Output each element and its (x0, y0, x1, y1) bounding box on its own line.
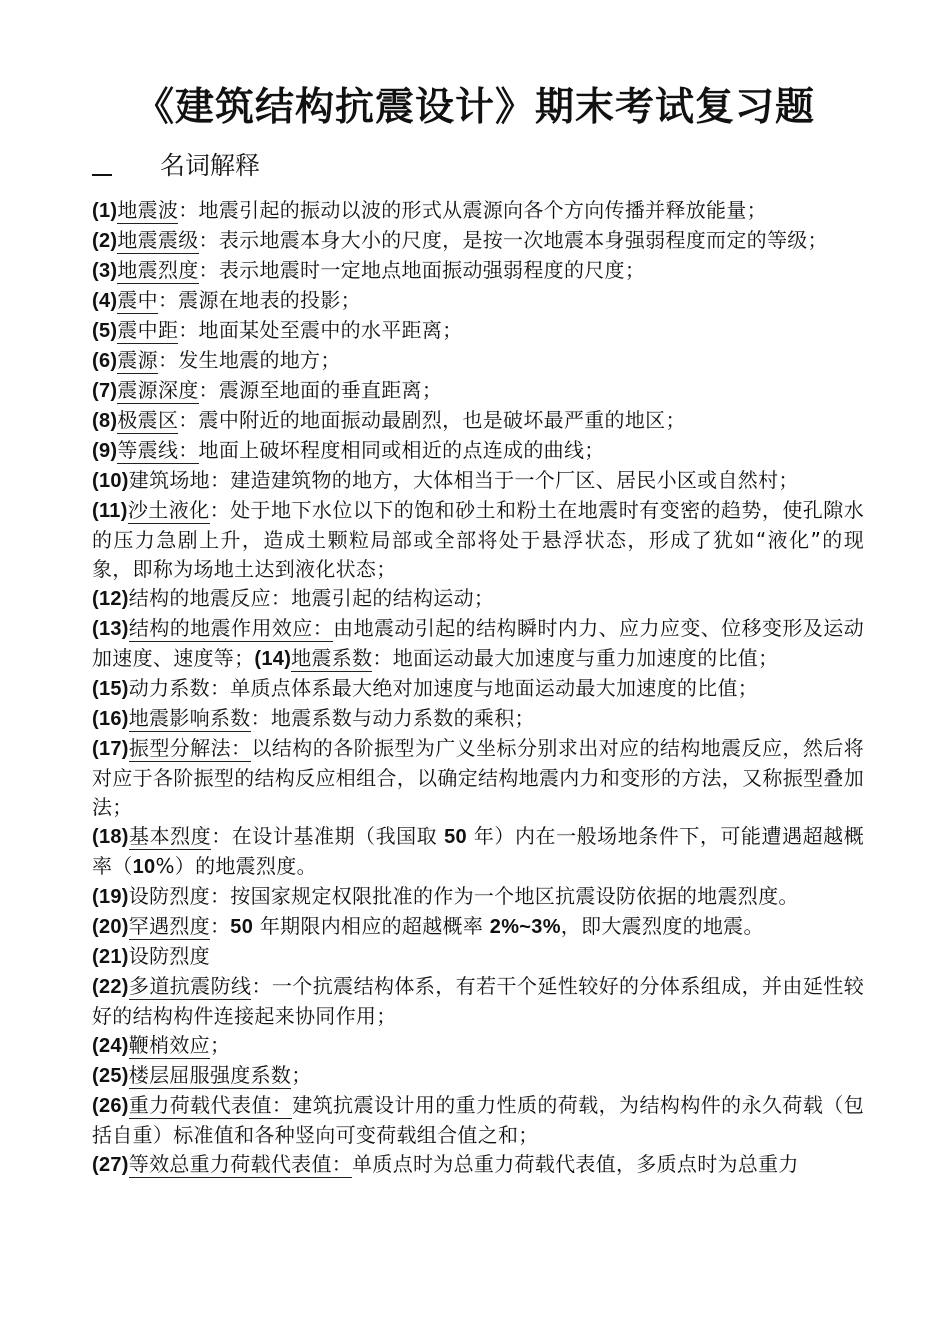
glossary-entry (92, 376, 864, 406)
entry-definition: ：表示地震本身大小的尺度，是按一次地震本身强弱程度而定的等级； (198, 228, 828, 252)
glossary-entry (92, 734, 864, 822)
definition-text: 年期限内相应的超越概率 (253, 914, 490, 938)
definition-number: 50 (444, 826, 467, 848)
definition-text: ： (209, 914, 231, 938)
entry-term: 动力系数 (128, 676, 210, 700)
entry-term: 结构的地震反应 (128, 586, 271, 610)
entry-term: 建筑场地 (128, 468, 210, 492)
section-label: 名词解释 (160, 151, 261, 180)
entry-definition: ：震中附近的地面振动最剧烈，也是破坏最严重的地区； (178, 408, 686, 432)
entry-number: (4) (92, 290, 118, 312)
entry-definition: ：地震引起的结构运动； (270, 586, 495, 610)
entry-term: 设防烈度 (128, 944, 210, 968)
glossary-list (92, 196, 864, 1180)
glossary-entry (92, 942, 864, 972)
entry-number: (14) (254, 648, 292, 670)
entry-term: 极震区 (117, 408, 179, 432)
entry-definition: ； (209, 1033, 231, 1057)
entry-number: (25) (92, 1065, 129, 1087)
entry-definition: ：震源至地面的垂直距离； (198, 378, 443, 402)
definition-number: 50 (230, 916, 254, 938)
document-title: 《建筑结构抗震设计》期末考试复习题 (134, 85, 815, 130)
definition-number: 10 (132, 856, 156, 878)
entry-number: (8) (92, 410, 118, 432)
entry-definition (210, 914, 764, 938)
entry-term: 罕遇烈度 (128, 914, 210, 938)
entry-definition: 以结构的各阶振型为广义坐标分别求出对应的结构地震反应，然后将对应于各阶振型的结构反应相组合，以确定结构地震内力和变形的方法，又称振型叠加法； (92, 736, 865, 819)
entry-number: (7) (92, 380, 118, 402)
glossary-entry (92, 822, 864, 882)
entry-number: (2) (92, 230, 118, 252)
entry-term: 重力荷载代表值： (128, 1093, 293, 1117)
entry-term: 多道抗震防线 (128, 974, 252, 998)
entry-number: (27) (92, 1154, 129, 1176)
entry-term: 地震系数 (291, 646, 373, 670)
entry-number: (3) (92, 260, 118, 282)
entry-term: 地震震级 (117, 228, 199, 252)
glossary-entry (92, 226, 864, 256)
entry-term: 地震影响系数 (128, 706, 251, 730)
entry-number: (9) (92, 440, 118, 462)
entry-definition: ：地震系数与动力系数的乘积； (250, 706, 535, 730)
glossary-entry (92, 286, 864, 316)
glossary-entry (92, 614, 864, 674)
entry-number: (6) (92, 350, 118, 372)
entry-number: (24) (92, 1035, 129, 1057)
entry-number: (11) (92, 500, 128, 522)
entry-term: 地震波 (117, 198, 179, 222)
entry-definition: ：地面运动最大加速度与重力加速度的比值； (372, 646, 779, 670)
glossary-entry (92, 674, 864, 704)
glossary-entry (92, 436, 864, 466)
entry-definition: ：表示地震时一定地点地面振动强弱程度的尺度； (198, 258, 646, 282)
entry-number: (13) (92, 618, 129, 640)
glossary-entry (92, 704, 864, 734)
section-marker (92, 174, 112, 176)
glossary-entry (92, 1150, 864, 1180)
entry-term: 震中距 (117, 318, 179, 342)
glossary-entry (92, 256, 864, 286)
entry-definition: ：地震引起的振动以波的形式从震源向各个方向传播并释放能量； (178, 198, 767, 222)
entry-term: 震源 (117, 348, 158, 372)
definition-text: ：在设计基准期（我国取 (211, 824, 445, 848)
entry-definition: 单质点时为总重力荷载代表值，多质点时为总重力 (352, 1152, 799, 1176)
glossary-entry (92, 316, 864, 346)
definition-text: 年）内在一般场地条件下，可能遭遇超越概率（ (92, 824, 865, 878)
entry-number: (22) (92, 976, 129, 998)
glossary-entry (92, 1091, 864, 1150)
glossary-entry (92, 972, 864, 1031)
entry-term: 设防烈度 (128, 884, 210, 908)
entry-number: (12) (92, 588, 129, 610)
entry-number: (21) (92, 946, 129, 968)
entry-term: 振型分解法： (128, 736, 252, 760)
entry-definition: 由地震动引起的结构瞬时内力、应力应变、位移变形及运动加速度、速度等； (92, 616, 864, 670)
entry-number: (17) (92, 738, 129, 760)
entry-definition: ：一个抗震结构体系，有若干个延性较好的分体系组成，并由延性较好的结构构件连接起来协同作用； (92, 974, 865, 1028)
entry-definition: ：单质点体系最大绝对加速度与地面运动最大加速度的比值； (209, 676, 759, 700)
glossary-entry (92, 912, 864, 942)
entry-term: 楼层屈服强度系数 (128, 1063, 292, 1087)
entry-term: 鞭梢效应 (128, 1033, 210, 1057)
entry-number: (19) (92, 886, 129, 908)
entry-definition: ：按国家规定权限批准的作为一个地区抗震设防依据的地震烈度。 (209, 884, 799, 908)
entry-number: (18) (92, 826, 129, 848)
entry-definition: ：发生地震的地方； (157, 348, 341, 372)
glossary-entry (92, 1061, 864, 1091)
definition-number: 2%~3% (489, 916, 561, 938)
glossary-entry (92, 406, 864, 436)
entry-number: (10) (92, 470, 129, 492)
entry-number: (16) (92, 708, 129, 730)
entry-term: 基本烈度 (128, 824, 212, 848)
entry-number: (5) (92, 320, 118, 342)
entry-definition: ； (291, 1063, 312, 1087)
entry-definition: 地面上破坏程度相同或相近的点连成的曲线； (198, 438, 605, 462)
entry-number: (1) (92, 200, 118, 222)
entry-term: 地震烈度 (117, 258, 199, 282)
entry-term: 震源深度 (117, 378, 199, 402)
entry-definition: ：建造建筑物的地方，大体相当于一个厂区、居民小区或自然村； (209, 468, 799, 492)
glossary-entry (92, 196, 864, 226)
glossary-entry (92, 496, 864, 584)
entry-term: 结构的地震作用效应： (128, 616, 334, 640)
entry-number: (26) (92, 1095, 129, 1117)
entry-term: 沙土液化 (127, 498, 210, 522)
entry-definition: ：地面某处至震中的水平距离； (178, 318, 463, 342)
entry-definition: ：处于地下水位以下的饱和砂土和粉土在地震时有变密的趋势，使孔隙水的压力急剧上升，造成土颗粒局部或全部将处于悬浮状态，形成了犹如“液化”的现象，即称为场地土达到液化状态； (92, 498, 864, 581)
glossary-entry (92, 1031, 864, 1061)
entry-number: (15) (92, 678, 129, 700)
glossary-entry (92, 882, 864, 912)
glossary-entry (92, 584, 864, 614)
entry-term: 等震线： (117, 438, 199, 462)
entry-definition: 建筑抗震设计用的重力性质的荷载，为结构构件的永久荷载（包括自重）标准值和各种竖向可变荷载组合值之和； (92, 1093, 865, 1147)
section-heading (92, 148, 492, 188)
glossary-entry (92, 466, 864, 496)
entry-term: 震中 (117, 288, 158, 312)
entry-number: (20) (92, 916, 129, 938)
entry-term: 等效总重力荷载代表值： (128, 1152, 353, 1176)
entry-definition: ：震源在地表的投影； (157, 288, 361, 312)
definition-text: %）的地震烈度。 (155, 854, 317, 878)
glossary-entry (92, 346, 864, 376)
definition-text: ，即大震烈度的地震。 (560, 914, 764, 938)
